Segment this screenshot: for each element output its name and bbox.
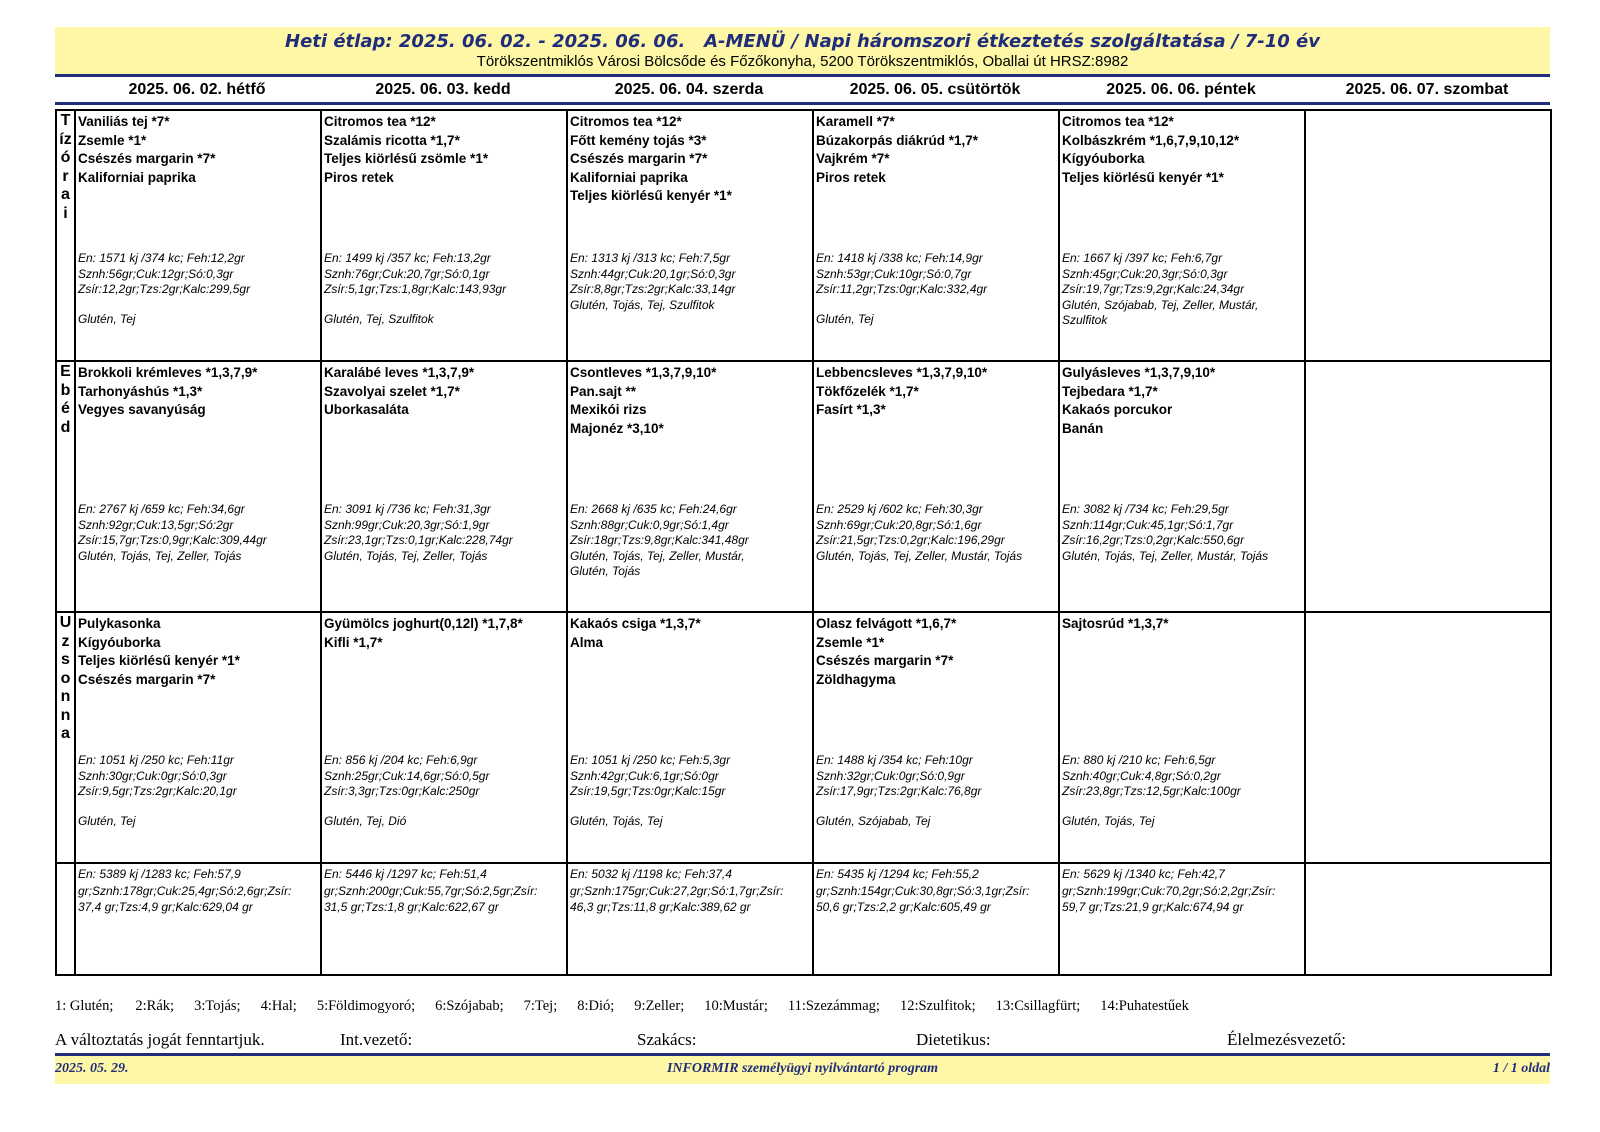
dish-list — [78, 364, 320, 420]
nutrition-line: Zsír:21,5gr;Tzs:0,2gr;Kalc:196,29gr — [816, 533, 1005, 547]
dish-item: Tejbedara *1,7* — [1062, 383, 1158, 399]
nutrition-block — [324, 502, 566, 564]
totals-label — [56, 863, 75, 975]
allergen-line: Glutén, Tej — [816, 311, 874, 326]
legend-item: 5:Földimogyoró; — [316, 998, 416, 1014]
dish-item: Teljes kiörlésű kenyér *1* — [1062, 169, 1224, 185]
nutrition-line: Sznh:76gr;Cuk:20,7gr;Só:0,1gr — [324, 266, 490, 281]
menu-cell — [321, 612, 567, 863]
menu-cell — [1305, 361, 1551, 612]
dish-list — [1062, 364, 1304, 438]
title-box — [55, 27, 1550, 77]
nutrition-block — [570, 251, 812, 313]
menu-cell — [1305, 612, 1551, 863]
meal-label-letter: n — [60, 688, 71, 705]
disclaimer-note: A változtatás jogát fenntartjuk. — [55, 1030, 265, 1049]
dish-list — [78, 615, 320, 689]
allergen-line: Glutén, Szójabab, Tej — [816, 813, 931, 828]
menu-cell — [567, 110, 813, 361]
nutrition-block — [570, 502, 812, 580]
meal-label-letter: b — [60, 381, 71, 399]
legend-item: 10:Mustár; — [704, 998, 768, 1014]
nutrition-line: Zsír:18gr;Tzs:9,8gr;Kalc:341,48gr — [570, 533, 749, 547]
meal-label-letter: é — [61, 400, 70, 417]
daily-total-line: En: 5446 kj /1297 kc; Feh:51,4 — [324, 867, 487, 881]
dish-item: Csészés margarin *7* — [570, 151, 708, 166]
nutrition-line: Zsír:12,2gr;Tzs:2gr;Kalc:299,5gr — [78, 282, 251, 296]
dish-item: Karalábé leves *1,3,7,9* — [324, 365, 475, 380]
dish-item: Uborkasaláta — [324, 402, 409, 417]
nutrition-line: Zsír:16,2gr;Tzs:0,2gr;Kalc:550,6gr — [1062, 533, 1245, 547]
dish-item: Pulykasonka — [78, 616, 161, 631]
meal-label-letter: i — [63, 204, 68, 222]
meal-label-letter: o — [60, 669, 71, 687]
nutrition-line: Zsír:19,5gr;Tzs:0gr;Kalc:15gr — [570, 784, 726, 798]
nutrition-block — [78, 502, 320, 564]
nutrition-block — [1062, 502, 1304, 564]
allergen-line: Glutén, Tojás, Tej — [570, 813, 663, 828]
signature-dietetikus: Dietetikus: — [916, 1030, 991, 1049]
footer-bar — [55, 1053, 1550, 1084]
dish-item: Főtt kemény tojás *3* — [570, 132, 707, 148]
meal-label — [56, 361, 75, 612]
daily-total-line: En: 5389 kj /1283 kc; Feh:57,9 — [78, 867, 241, 881]
dish-item: Vegyes savanyúság — [78, 402, 206, 417]
menu-table — [55, 109, 1552, 976]
meal-label-letter: z — [61, 632, 70, 650]
menu-cell — [321, 110, 567, 361]
day-header-fri: 2025. 06. 06. péntek — [1106, 80, 1256, 98]
nutrition-line: Zsír:9,5gr;Tzs:2gr;Kalc:20,1gr — [78, 784, 237, 798]
allergen-line: Glutén, Tojás, Tej, Szulfitok — [570, 297, 715, 312]
menu-cell — [75, 110, 321, 361]
meal-label-letter: E — [60, 363, 71, 380]
daily-total-line: gr;Sznh:154gr;Cuk:30,8gr;Só:3,1gr;Zsír: — [816, 883, 1030, 898]
nutrition-line: Sznh:92gr;Cuk:13,5gr;Só:2gr — [78, 517, 234, 532]
daily-total-line: 50,6 gr;Tzs:2,2 gr;Kalc:605,49 gr — [816, 900, 991, 914]
meal-label-letter: T — [60, 112, 71, 129]
nutrition-line: Sznh:99gr;Cuk:20,3gr;Só:1,9gr — [324, 517, 490, 532]
menu-cell — [1059, 612, 1305, 863]
daily-total-line: 37,4 gr;Tzs:4,9 gr;Kalc:629,04 gr — [78, 900, 253, 914]
legend-item: 14:Puhatestűek — [1100, 998, 1189, 1014]
dish-item: Alma — [570, 634, 604, 650]
dish-list — [1062, 615, 1304, 634]
legend-item: 1: Glutén; — [55, 998, 114, 1014]
nutrition-line: Zsír:3,3gr;Tzs:0gr;Kalc:250gr — [324, 784, 480, 798]
footer-program: INFORMIR személyügyi nyilvántartó program — [666, 1061, 939, 1076]
dish-list — [570, 364, 812, 438]
meal-label — [56, 110, 75, 361]
dish-item: Tarhonyáshús *1,3* — [78, 383, 203, 399]
allergen-line: Glutén, Tojás, Tej, Zeller, Tojás — [324, 548, 488, 563]
dish-item: Csontleves *1,3,7,9,10* — [570, 365, 717, 380]
allergen-line: Glutén, Tej, Dió — [324, 813, 407, 828]
legend-item: 13:Csillagfürt; — [995, 998, 1081, 1014]
dish-list — [570, 113, 812, 206]
meal-label-letter: ó — [60, 149, 71, 166]
nutrition-block — [324, 753, 566, 829]
daily-total-line: 46,3 gr;Tzs:11,8 gr;Kalc:389,62 gr — [570, 900, 751, 914]
dish-item: Kaliforniai paprika — [78, 169, 196, 185]
legend-item: 4:Hal; — [260, 998, 297, 1014]
nutrition-block — [570, 753, 812, 829]
menu-cell — [75, 612, 321, 863]
nutrition-line: Sznh:40gr;Cuk:4,8gr;Só:0,2gr — [1062, 768, 1221, 783]
daily-total-line: gr;Sznh:199gr;Cuk:70,2gr;Só:2,2gr;Zsír: — [1062, 883, 1276, 898]
dish-item: Piros retek — [324, 169, 394, 185]
nutrition-block — [324, 251, 566, 327]
dish-item: Csészés margarin *7* — [78, 151, 216, 166]
nutrition-line: Zsír:19,7gr;Tzs:9,2gr;Kalc:24,34gr — [1062, 282, 1245, 296]
nutrition-line: Sznh:45gr;Cuk:20,3gr;Só:0,3gr — [1062, 266, 1228, 281]
day-header-tue: 2025. 06. 03. kedd — [375, 80, 511, 98]
dish-list — [816, 113, 1058, 187]
nutrition-line: En: 3082 kj /734 kc; Feh:29,5gr — [1062, 502, 1229, 516]
meal-label — [56, 612, 75, 863]
menu-cell — [1059, 110, 1305, 361]
legend-item: 12:Szulfitok; — [899, 998, 976, 1014]
daily-total-cell — [567, 863, 813, 975]
nutrition-line: En: 1488 kj /354 kc; Feh:10gr — [816, 753, 973, 767]
meal-label-letter: r — [62, 167, 69, 185]
nutrition-line: Sznh:69gr;Cuk:20,8gr;Só:1,6gr — [816, 517, 982, 532]
dish-item: Kígyóuborka — [78, 634, 161, 650]
allergen-line: Glutén, Tojás, Tej — [1062, 813, 1155, 828]
day-header-mon: 2025. 06. 02. hétfő — [128, 80, 266, 98]
menu-cell — [75, 361, 321, 612]
nutrition-block — [816, 251, 1058, 327]
menu-cell — [813, 612, 1059, 863]
menu-cell — [813, 361, 1059, 612]
nutrition-line: Sznh:32gr;Cuk:0gr;Só:0,9gr — [816, 768, 965, 783]
daily-total-line: En: 5629 kj /1340 kc; Feh:42,7 — [1062, 867, 1225, 881]
nutrition-line: En: 1418 kj /338 kc; Feh:14,9gr — [816, 251, 983, 265]
allergen-line: Glutén, Tej — [78, 311, 136, 326]
nutrition-line: En: 2529 kj /602 kc; Feh:30,3gr — [816, 502, 983, 516]
dish-item: Vajkrém *7* — [816, 151, 890, 166]
dish-item: Szalámis ricotta *1,7* — [324, 132, 460, 148]
allergen-line: Glutén, Tojás, Tej, Zeller, Mustár, Tojás — [1062, 548, 1269, 563]
nutrition-block — [78, 753, 320, 829]
footer-date: 2025. 05. 29. — [55, 1061, 129, 1076]
dish-item: Mexikói rizs — [570, 402, 647, 417]
dish-item: Zsemle *1* — [816, 634, 885, 650]
menu-cell — [567, 612, 813, 863]
nutrition-line: En: 1499 kj /357 kc; Feh:13,2gr — [324, 251, 491, 265]
dish-item: Teljes kiörlésű kenyér *1* — [570, 188, 732, 203]
dish-item: Banán — [1062, 420, 1104, 436]
meal-label-letter: íz — [59, 130, 72, 148]
allergen-line: Szulfitok — [1062, 313, 1108, 327]
daily-total-cell — [321, 863, 567, 975]
allergen-line: Glutén, Tojás, Tej, Zeller, Mustár, Tojás — [816, 548, 1023, 563]
allergen-line: Glutén, Tojás, Tej, Zeller, Tojás — [78, 548, 242, 563]
meal-label-letter: U — [59, 614, 72, 631]
daily-total-cell — [813, 863, 1059, 975]
nutrition-line: En: 856 kj /204 kc; Feh:6,9gr — [324, 753, 478, 767]
allergen-line: Glutén, Tojás, Tej, Zeller, Mustár, — [570, 548, 745, 563]
nutrition-line: En: 1313 kj /313 kc; Feh:7,5gr — [570, 251, 731, 265]
meal-row — [56, 110, 1551, 361]
dish-item: Kakaós porcukor — [1062, 402, 1173, 417]
nutrition-line: En: 3091 kj /736 kc; Feh:31,3gr — [324, 502, 491, 516]
menu-cell — [813, 110, 1059, 361]
dish-item: Citromos tea *12* — [570, 114, 682, 129]
daily-total-cell — [75, 863, 321, 975]
nutrition-line: Sznh:56gr;Cuk:12gr;Só:0,3gr — [78, 266, 234, 281]
legend-item: 11:Szezámmag; — [787, 998, 880, 1014]
nutrition-line: Sznh:114gr;Cuk:45,1gr;Só:1,7gr — [1062, 517, 1234, 532]
nutrition-line: Zsír:23,1gr;Tzs:0,1gr;Kalc:228,74gr — [324, 533, 513, 547]
daily-total-line: En: 5032 kj /1198 kc; Feh:37,4 — [570, 867, 732, 881]
nutrition-line: Zsír:8,8gr;Tzs:2gr;Kalc:33,14gr — [570, 282, 736, 296]
day-header-sat: 2025. 06. 07. szombat — [1345, 80, 1509, 98]
dish-item: Kifli *1,7* — [324, 634, 383, 650]
nutrition-line: Zsír:23,8gr;Tzs:12,5gr;Kalc:100gr — [1062, 784, 1241, 798]
dish-item: Lebbencsleves *1,3,7,9,10* — [816, 365, 988, 380]
menu-cell — [567, 361, 813, 612]
meal-row — [56, 612, 1551, 863]
nutrition-block — [1062, 753, 1304, 829]
dish-item: Sajtosrúd *1,3,7* — [1062, 616, 1169, 631]
legend-item: 7:Tej; — [523, 998, 558, 1014]
totals-row — [56, 863, 1551, 975]
dish-list — [324, 364, 566, 420]
dish-item: Brokkoli krémleves *1,3,7,9* — [78, 365, 258, 380]
dish-item: Zöldhagyma — [816, 671, 896, 687]
dish-item: Kaliforniai paprika — [570, 169, 688, 185]
nutrition-line: En: 1051 kj /250 kc; Feh:11gr — [78, 753, 234, 767]
meal-label-letter: a — [61, 725, 70, 742]
dish-item: Kakaós csiga *1,3,7* — [570, 616, 701, 631]
nutrition-block — [78, 251, 320, 327]
daily-total-line: gr;Sznh:175gr;Cuk:27,2gr;Só:1,7gr;Zsír: — [570, 883, 784, 898]
dish-item: Teljes kiörlésű zsömle *1* — [324, 151, 489, 166]
signature-szakacs: Szakács: — [637, 1030, 697, 1049]
footer-page-number: 1 / 1 oldal — [1492, 1061, 1550, 1076]
day-header-row — [55, 77, 1550, 105]
nutrition-line: Sznh:88gr;Cuk:0,9gr;Só:1,4gr — [570, 517, 729, 532]
page-subtitle: Törökszentmiklós Városi Bölcsőde és Főzőkonyha, 5200 Törökszentmiklós, Oballai út HRSZ:8982 — [476, 53, 1129, 70]
dish-list — [324, 113, 566, 187]
dish-item: Fasírt *1,3* — [816, 402, 886, 417]
dish-item: Kolbászkrém *1,6,7,9,10,12* — [1062, 132, 1240, 148]
dish-item: Csészés margarin *7* — [816, 653, 954, 668]
dish-item: Pan.sajt ** — [570, 383, 637, 399]
daily-total-line: En: 5435 kj /1294 kc; Feh:55,2 — [816, 867, 979, 881]
allergen-line: Glutén, Tej, Szulfitok — [324, 311, 434, 326]
daily-total-line: 59,7 gr;Tzs:21,9 gr;Kalc:674,94 gr — [1062, 900, 1244, 914]
dish-item: Vaniliás tej *7* — [78, 114, 170, 129]
menu-cell — [1059, 361, 1305, 612]
meal-label-letter: n — [60, 706, 71, 724]
dish-list — [1062, 113, 1304, 187]
meal-row — [56, 361, 1551, 612]
day-header-wed: 2025. 06. 04. szerda — [614, 80, 764, 98]
signature-int-vezeto: Int.vezető: — [340, 1030, 413, 1049]
nutrition-line: En: 2767 kj /659 kc; Feh:34,6gr — [78, 502, 245, 516]
dish-item: Kígyóuborka — [1062, 151, 1145, 166]
nutrition-line: En: 880 kj /210 kc; Feh:6,5gr — [1062, 753, 1216, 767]
menu-cell — [1305, 110, 1551, 361]
dish-item: Gyümölcs joghurt(0,12l) *1,7,8* — [324, 616, 523, 631]
daily-total-cell — [1059, 863, 1305, 975]
dish-item: Tökfőzelék *1,7* — [816, 383, 919, 399]
daily-total-line: 31,5 gr;Tzs:1,8 gr;Kalc:622,67 gr — [324, 900, 499, 914]
allergen-legend — [55, 998, 1550, 1015]
allergen-line: Glutén, Tej — [78, 813, 136, 828]
legend-item: 2:Rák; — [135, 998, 175, 1014]
nutrition-line: Sznh:44gr;Cuk:20,1gr;Só:0,3gr — [570, 266, 736, 281]
nutrition-block — [816, 753, 1058, 829]
dish-item: Teljes kiörlésű kenyér *1* — [78, 653, 240, 668]
dish-item: Piros retek — [816, 169, 886, 185]
meal-label-letter: d — [60, 418, 71, 436]
dish-item: Citromos tea *12* — [1062, 114, 1174, 129]
legend-item: 9:Zeller; — [634, 998, 685, 1014]
meal-label-letter: a — [61, 186, 70, 203]
nutrition-line: En: 1667 kj /397 kc; Feh:6,7gr — [1062, 251, 1223, 265]
daily-total-cell — [1305, 863, 1551, 975]
allergen-line: Glutén, Tojás — [570, 564, 641, 578]
nutrition-line: Sznh:42gr;Cuk:6,1gr;Só:0gr — [570, 768, 719, 783]
dish-item: Gulyásleves *1,3,7,9,10* — [1062, 365, 1216, 380]
daily-total-line: gr;Sznh:178gr;Cuk:25,4gr;Só:2,6gr;Zsír: — [78, 883, 292, 898]
nutrition-line: Sznh:25gr;Cuk:14,6gr;Só:0,5gr — [324, 768, 490, 783]
nutrition-line: Zsír:15,7gr;Tzs:0,9gr;Kalc:309,44gr — [78, 533, 267, 547]
nutrition-line: Sznh:53gr;Cuk:10gr;Só:0,7gr — [816, 266, 972, 281]
dish-item: Búzakorpás diákrúd *1,7* — [816, 132, 979, 148]
menu-page — [55, 27, 1550, 976]
nutrition-line: En: 1571 kj /374 kc; Feh:12,2gr — [78, 251, 245, 265]
dish-item: Karamell *7* — [816, 114, 895, 129]
dish-item: Citromos tea *12* — [324, 114, 436, 129]
dish-list — [570, 615, 812, 652]
nutrition-line: Zsír:11,2gr;Tzs:0gr;Kalc:332,4gr — [816, 282, 988, 296]
nutrition-block — [816, 502, 1058, 564]
dish-list — [78, 113, 320, 187]
legend-item: 8:Dió; — [577, 998, 615, 1014]
nutrition-line: Zsír:5,1gr;Tzs:1,8gr;Kalc:143,93gr — [324, 282, 507, 296]
dish-list — [324, 615, 566, 652]
page-title: Heti étlap: 2025. 06. 02. - 2025. 06. 06. A-MENÜ / Napi háromszori étkeztetés szolgáltatása / 7-10 év — [285, 31, 1320, 52]
menu-cell — [321, 361, 567, 612]
signature-elelmezesvezeto: Élelmezésvezető: — [1227, 1030, 1346, 1049]
dish-item: Olasz felvágott *1,6,7* — [816, 616, 957, 631]
meal-label-letter: s — [61, 651, 70, 668]
daily-total-line: gr;Sznh:200gr;Cuk:55,7gr;Só:2,5gr;Zsír: — [324, 883, 538, 898]
dish-item: Zsemle *1* — [78, 132, 147, 148]
dish-item: Szavolyai szelet *1,7* — [324, 383, 460, 399]
dish-list — [816, 364, 1058, 420]
nutrition-line: Sznh:30gr;Cuk:0gr;Só:0,3gr — [78, 768, 227, 783]
nutrition-line: Zsír:17,9gr;Tzs:2gr;Kalc:76,8gr — [816, 784, 982, 798]
dish-list — [816, 615, 1058, 689]
dish-item: Majonéz *3,10* — [570, 420, 664, 436]
legend-item: 6:Szójabab; — [435, 998, 504, 1014]
nutrition-line: En: 2668 kj /635 kc; Feh:24,6gr — [570, 502, 737, 516]
legend-item: 3:Tojás; — [194, 998, 241, 1014]
nutrition-block — [1062, 251, 1304, 329]
dish-item: Csészés margarin *7* — [78, 671, 216, 687]
nutrition-line: En: 1051 kj /250 kc; Feh:5,3gr — [570, 753, 731, 767]
day-header-thu: 2025. 06. 05. csütörtök — [849, 80, 1021, 98]
allergen-line: Glutén, Szójabab, Tej, Zeller, Mustár, — [1062, 297, 1259, 312]
